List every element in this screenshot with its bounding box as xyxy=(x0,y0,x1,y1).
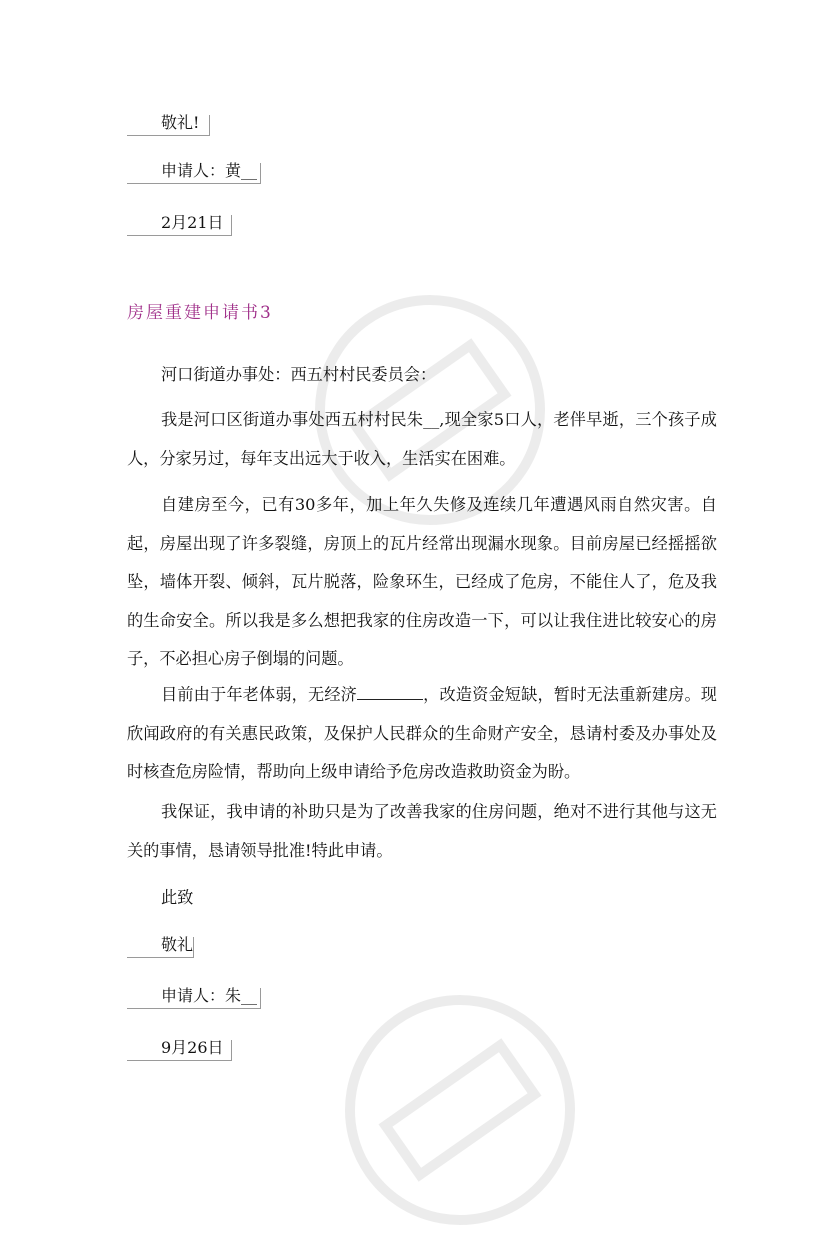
date: 9月26日 xyxy=(161,1038,224,1057)
watermark-icon xyxy=(330,980,590,1240)
fill-blank xyxy=(357,683,423,700)
paragraph-3-end: ，改造资金短缺，暂时无法重新建房。现欣闻政府的有关惠民政策，及保护人民群众的生命财产安全，恳请村委及办事处及时核查危房险情，帮助向上级申请给予危房改造救助资金为盼。 xyxy=(127,685,717,781)
section-title: 房屋重建申请书3 xyxy=(127,303,273,323)
addressee: 河口街道办事处：西五村村民委员会： xyxy=(161,365,437,384)
top-date: 2月21日 xyxy=(161,213,224,232)
top-salutation-line xyxy=(127,112,199,134)
top-date-line xyxy=(127,212,224,234)
paragraph-2: 自建房至今，已有30多年，加上年久失修及连续几年遭遇风雨自然灾害。自起，房屋出现了许多裂缝，房顶上的瓦片经常出现漏水现象。目前房屋已经摇摇欲坠，墙体开裂、倾斜，瓦片脱落，险象环生，已经成了危房，不能住人了，危及我的生命安全。所以我是多么想把我家的住房改造一下，可以让我住进比较安心的房子，不必担心房子倒塌的问题。 xyxy=(127,495,717,668)
salutation-line xyxy=(127,934,193,956)
paragraph-3-start: 目前由于年老体弱，无经济 xyxy=(161,685,357,704)
top-applicant-line xyxy=(127,160,257,182)
paragraph-1: 我是河口区街道办事处西五村村民朱__,现全家5口人，老伴早逝，三个孩子成人，分家另过，每年支出远大于收入，生活实在困难。 xyxy=(127,410,717,468)
paragraph-3 xyxy=(127,676,717,792)
date-line xyxy=(127,1037,224,1059)
applicant: 申请人：朱__ xyxy=(161,986,258,1005)
salutation: 敬礼 xyxy=(161,935,194,954)
paragraph-4: 我保证，我申请的补助只是为了改善我家的住房问题，绝对不进行其他与这无关的事情，恳请领导批准!特此申请。 xyxy=(127,802,717,860)
closing-phrase: 此致 xyxy=(161,888,194,907)
top-salutation: 敬礼! xyxy=(161,113,200,132)
applicant-line xyxy=(127,985,257,1007)
top-applicant: 申请人：黄__ xyxy=(161,161,258,180)
